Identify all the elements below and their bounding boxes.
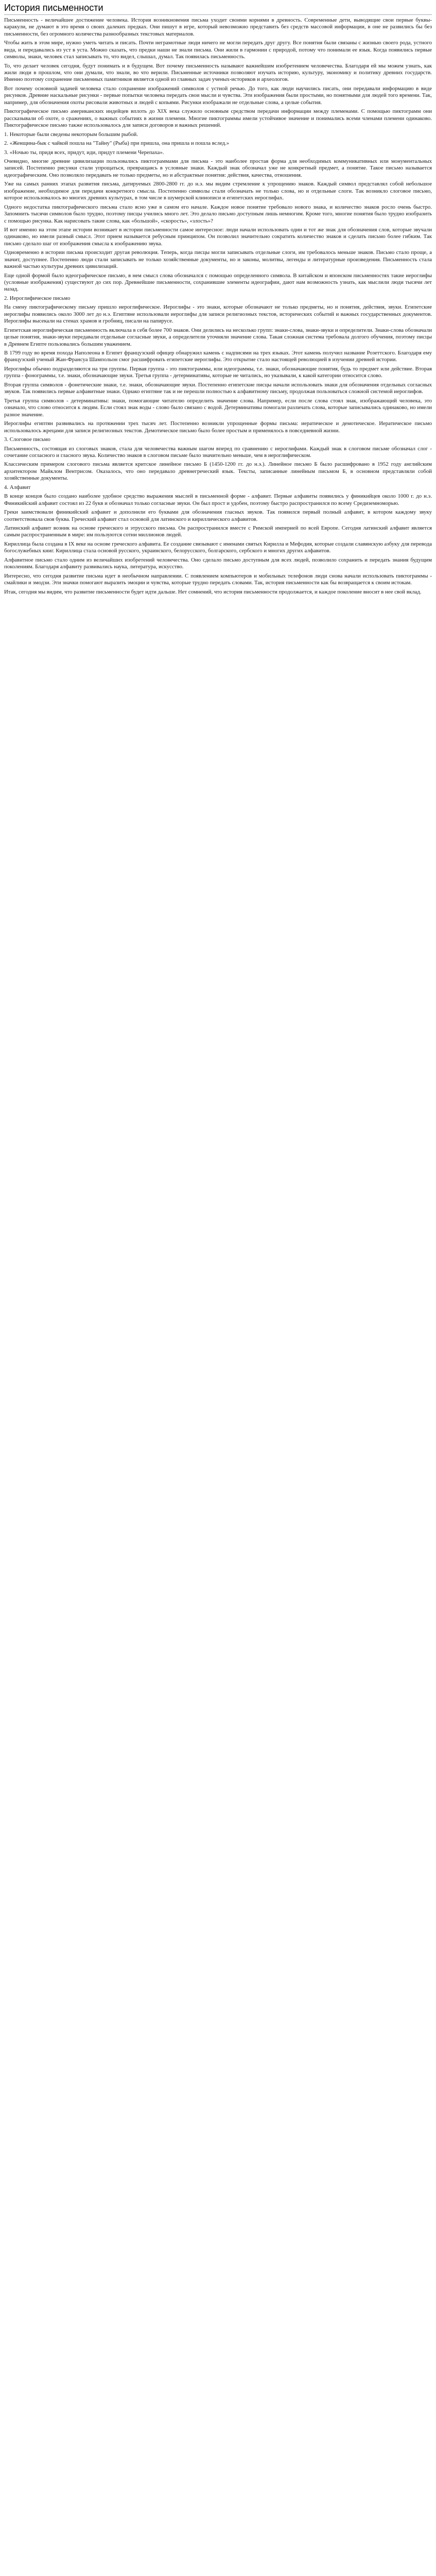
paragraph: 1. Некоторые были сведены некоторым большим рыбой. xyxy=(4,131,138,138)
paragraph: Вторая группа символов - фонетические знаки, т.е. знаки, обозначающие звуки. Постепенно египетские писцы начали использовать знаки для обозначения отдельных согласных звуков. Так появились первые алфавитные знаки. Однако египтяне так и не перешли полностью к алфавитному письму, продолжая пользоваться сложной системой иероглифов. xyxy=(4,381,432,395)
paragraph: 2. Иероглифическое письмо xyxy=(4,295,71,301)
paragraph: Письменность - величайшее достижение человека. История возникновения письма уходит своими корнями в древность. Современные дети, выводящие свои первые буквы-каракули, не думают в это время о своих далеких предках. Они пишут в игре, который невозможно представить без средств массовой информации, в оне не развились бы без письменности, без огромного количества разнообразных текстовых материалов. xyxy=(4,17,432,37)
article xyxy=(0,0,436,602)
paragraph: Латинский алфавит возник на основе греческого и этрусского письма. Он распространился вместе с Римской империей по всей Европе. Сегодня латинский алфавит является самым распространенным в мире: им пользуются сотни миллионов людей. xyxy=(4,525,432,538)
paragraph: Египетская иероглифическая письменность включала в себя более 700 знаков. Они делились на несколько групп: знаки-слова, знаки-звуки и определители. Знаки-слова обозначали целые понятия, знаки-звуки передавали отдельные согласные звуки, а определители уточняли значение слова. Такая сложная система требовала долгого обучения, поэтому писцы в Древнем Египте пользовались большим уважением. xyxy=(4,327,432,347)
paragraph: Третья группа символов - детерминативы: знаки, помогающие читателю определить значение слова. Например, если после слова стоял знак, изображающий человека, это означало, что слово относится к людям. Если стоял знак воды - слово было связано с водой. Детерминативы помогали различать слова, которые записывались одинаково, но имели разное значение. xyxy=(4,397,432,418)
paragraph: 4. Алфавит xyxy=(4,484,31,490)
paragraph: Кириллица была создана в IX веке на основе греческого алфавита. Ее создание связывают с именами святых Кирилла и Мефодия, которые создали славянскую азбуку для перевода богослужебных книг. Кириллица стала основой русского, украинского, белорусского, болгарского, сербского и многих других алфавитов. xyxy=(4,540,432,554)
paragraph: То, что делает человек сегодня, будут понимать и в будущем. Вот почему письменность называют важнейшим изобретением человечества. Благодаря ей мы можем узнать, как жили люди в прошлом, что они думали, что знали, во что верили. Письменные источники позволяют изучать историю, культуру, экономику и политику древних государств. Именно поэтому сохранение письменных памятников является одной из главных задач ученых-историков и археологов. xyxy=(4,62,432,83)
article-body xyxy=(4,17,432,596)
paragraph: Чтобы жить в этом мире, нужно уметь читать и писать. Почти неграмотные люди ничего не могли передать друг другу. Все понятия были связаны с жизнью своего рода, устного вида, и передавались из уст в уста. Можно сказать, что предки наши не знали письма. Они жили в гармонии с природой, потому что понимали ее язык. Когда появились первые символы, знаки, человек стал записывать то, что видел, слышал, думал. Так появилась письменность. xyxy=(4,40,432,60)
paragraph: Иероглифы египтян развивались на протяжении трех тысяч лет. Постепенно возникли упрощенные формы письма: иератическое и демотическое. Иератическое письмо использовалось жрецами для записи религиозных текстов. Демотическое письмо было более простым и применялось в повседневной жизни. xyxy=(4,420,432,434)
paragraph: Одновременно в истории письма происходит другая революция. Теперь, когда писцы могли записывать отдельные слоги, им требовалось меньше знаков. Письмо стало проще, а значит, доступнее. Постепенно люди стали записывать не только хозяйственные документы, но и законы, молитвы, легенды и литературные произведения. Письменность стала важной частью культуры древних цивилизаций. xyxy=(4,249,432,270)
paragraph: 3. «Ночью ты, придя всех, придут, иди, придут племени Черепаха». xyxy=(4,149,164,156)
paragraph: В конце концов было создано наиболее удобное средство выражения мыслей в письменной форме - алфавит. Первые алфавиты появились у финикийцев около 1000 г. до н.э. Финикийский алфавит состоял из 22 букв и обозначал только согласные звуки. Он был прост и удобен, поэтому быстро распространился по всему Средиземноморью. xyxy=(4,493,432,506)
paragraph: Греки заимствовали финикийский алфавит и дополнили его буквами для обозначения гласных звуков. Так появился первый полный алфавит, в котором каждому звуку соответствовала своя буква. Греческий алфавит стал основой для латинского и кириллического алфавитов. xyxy=(4,509,432,522)
paragraph: Итак, сегодня мы видим, что развитие письменности будет идти дальше. Нет сомнений, что история письменности продолжается, и каждое поколение вносит в нее свой вклад. xyxy=(4,588,422,595)
paragraph: Интересно, что сегодня развитие письма идет в необычном направлении. С появлением компьютеров и мобильных телефонов люди снова начали использовать пиктограммы - смайлики и эмодзи. Эти значки помогают выразить эмоции и чувства, которые трудно передать словами. Так, история письменности как бы возвращается к своим истокам. xyxy=(4,572,432,586)
paragraph: Алфавитное письмо стало одним из величайших изобретений человечества. Оно сделало письмо доступным для всех людей, позволило сохранить и передать знания будущим поколениям. Благодаря алфавиту развивались наука, литература, искусство. xyxy=(4,556,432,570)
paragraph: В 1799 году во время похода Наполеона в Египет французский офицер обнаружил камень с надписями на трех языках. Этот камень получил название Розеттского. Благодаря ему французский ученый Жан-Франсуа Шампольон смог расшифровать египетские иероглифы. Это открытие стало настоящей революцией в изучении древней истории. xyxy=(4,350,432,363)
page-title: История письменности xyxy=(4,2,432,15)
paragraph: Пиктографическое письмо американских индейцев вплоть до XIX века служило основным средством передачи информации между племенами. С помощью пиктограмм они рассказывали об охоте, о сражениях, о важных событиях в жизни племени. Многие пиктограммы имели устойчивое значение и понимались всеми членами племени одинаково. Пиктографическое письмо также использовалось для записи договоров и важных решений. xyxy=(4,108,432,129)
paragraph: Иероглифы обычно подразделяются на три группы. Первая группа - это пиктограммы, или идеограммы, т.е. знаки, обозначающие понятия, будь то предмет или действие. Вторая группа - фонограммы, т.е. знаки, обозначающие звуки. Третья группа - детерминативы, которые не читались, но указывали, к какой категории относится слово. xyxy=(4,365,432,379)
paragraph: Письменность, состоящая из слоговых знаков, стала для человечества важным шагом вперед по сравнению с иероглифами. Каждый знак в слоговом письме обозначал слог - сочетание согласного и гласного звука. Количество знаков в слоговом письме было значительно меньше, чем в иероглифическом. xyxy=(4,445,432,459)
paragraph: 3. Слоговое письмо xyxy=(4,436,50,443)
paragraph: Классическим примером слогового письма является критское линейное письмо Б (1450-1200 гг. до н.э.). Линейное письмо Б было расшифровано в 1952 году английским архитектором Майклом Вентрисом. Оказалось, что оно передавало древнегреческий язык. Тексты, записанные линейным письмом Б, в основном представляли собой хозяйственные документы. xyxy=(4,461,432,482)
paragraph: Вот почему основной задачей человека стало сохранение изображений символов с устной речью. До того, как люди научились писать, они передавали информацию в виде рисунков. Древние наскальные рисунки - первые попытки человека передать свои мысли и чувства. Эти изображения были простыми, но понятными для людей того времени. Так, например, для обозначения охоты рисовали животных и людей с копьями. Рисунки изображали не отдельные слова, а целые события. xyxy=(4,85,432,106)
paragraph: 2. «Женщина-бык с чайкой пошла на "Тайну" (Рыба) при пришла, она пришла и пошла вслед.» xyxy=(4,140,230,147)
paragraph: И вот именно на этом этапе истории возникает в истории письменности самое интересное: люди начали использовать один и тот же знак для обозначения слов, которые звучали одинаково, но имели разный смысл. Этот прием называется ребусным принципом. Он позволил значительно сократить количество знаков и сделать письмо более гибким. Так письмо сделало шаг от изображения смысла к изображению звука. xyxy=(4,227,432,247)
paragraph: Уже на самых ранних этапах развития письма, датируемых 2800-2800 гг. до н.э. мы видим стремление к упрощению знаков. Каждый символ представлял собой небольшое изображение, необходимое для передачи конкретного смысла. Постепенно символы стали обозначать не только слова, но и отдельные слоги. Так возникло слоговое письмо, которое использовалось во многих древних культурах, в том числе в шумерской клинописи и египетских иероглифах. xyxy=(4,181,432,201)
paragraph: Еще одной формой было идеографическое письмо, в нем смысл слова обозначался с помощью определенного символа. В китайском и японском письменностях такие иероглифы (условные изображения) существуют до сих пор. Древнейшие письменности, сохранившие элементы идеографии, дают нам возможность узнать, как мыслили люди тысячи лет назад. xyxy=(4,272,432,293)
paragraph: Одного недостатка пиктографического письма стало ясно уже в самом его начале. Каждое новое понятие требовало нового знака, и количество знаков росло очень быстро. Запомнить тысячи символов было трудно, поэтому писцы учились много лет. Это делало письмо доступным лишь немногим. Кроме того, многие понятия было трудно изобразить с помощью рисунка. Как нарисовать такие слова, как «большой», «скорость», «злость»? xyxy=(4,204,432,224)
paragraph: На смену пиктографическому письму пришло иероглифическое. Иероглифы - это знаки, которые обозначают не только предметы, но и понятия, действия, звуки. Египетские иероглифы появились около 3000 лет до н.э. Египтяне использовали иероглифы для записи религиозных текстов, исторических событий и важных государственных документов. Иероглифы высекали на стенах храмов и гробниц, писали на папирусе. xyxy=(4,304,432,325)
paragraph: Очевидно, многие древние цивилизации пользовались пиктограммами для письма - это наиболее простая форма для необходимых коммуникативных или монументальных записей. Постепенно рисунки стали упрощаться, превращаясь в условные знаки. Каждый знак обозначал уже не конкретный предмет, а понятие. Такое письмо называется идеографическим. Оно позволяло передавать не только предметы, но и абстрактные понятия: действия, качества, отношения. xyxy=(4,158,432,178)
